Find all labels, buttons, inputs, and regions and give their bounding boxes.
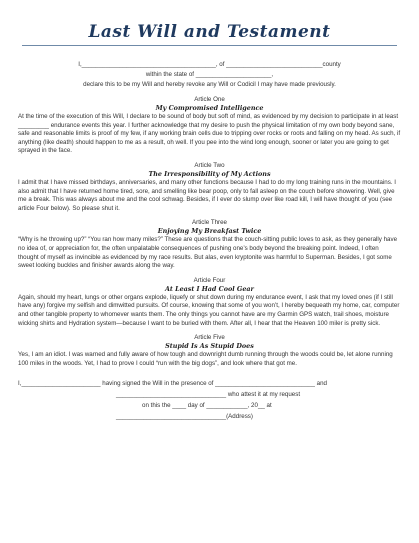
article-title: My Compromised Intelligence — [155, 104, 264, 112]
signature-line-3: on this the ____ day of ____________, 20__ at — [142, 402, 272, 410]
title-divider — [22, 45, 397, 46]
article-title: Enjoying My Breakfast Twice — [157, 227, 262, 236]
article-label: Article Four — [193, 276, 226, 284]
signature-line-2: ________________________________ who attest it at my request — [116, 391, 301, 399]
article-four — [18, 277, 401, 328]
article-two — [18, 162, 401, 213]
signature-line-4: ________________________________(Address) — [116, 413, 253, 421]
article-label: Article One — [194, 96, 225, 103]
document-title: Last Will and Testament — [88, 22, 331, 42]
article-five — [18, 334, 401, 368]
article-body: At the time of the execution of this Will, I declare to be sound of body but soft of mind, as evidenced by my decision to participate in at least _________ endurance events this year. I further acknowledge that my desire to push the physical limitation of my own body beyond sane, safe and reasonable limits is proof of my few, if any working brain cells due to tripping over rocks or roots and falling on my head. As such, if anything (like death) should happen to me as a result, oh well. If you pee into the wind long enough, sooner or later you are going to get sprayed in the face. — [18, 113, 401, 155]
article-label: Article Two — [194, 161, 225, 169]
signature-line-1: I,_______________________ having signed the Will in the presence of _____________________________ and — [18, 380, 327, 388]
declaration-line-3: declare this to be my Will and hereby revoke any Will or Codicil I may have made previously. — [83, 81, 336, 88]
signature-block — [18, 378, 401, 422]
article-body: I admit that I have missed birthdays, anniversaries, and many other functions because I had to do my long training runs in the mountains. I also admit that I have returned home tired, sore, and smelling like bear poop, only to fall asleep on the couch before showering. Well, give me a break. This was always about me and the cool schwag. Besides, if I ever do slump over like road kill, I will have thought of you (see article Four below). So please shut it. — [18, 178, 396, 212]
article-title: Stupid Is As Stupid Does — [165, 342, 254, 351]
declaration-line-2: within the state of ______________________, — [145, 71, 274, 78]
declaration — [18, 60, 401, 90]
declaration-line-1: I,_______________________________________, of ____________________________county — [78, 61, 341, 68]
article-body: Yes, I am an idiot. I was warned and fully aware of how tough and downright dumb running through the woods could be, let alone running 100 miles in the woods. Yet, I had to prove I could “run with the big dogs”, and look where that got me. — [18, 351, 393, 367]
article-title: At Least I Had Cool Gear — [165, 284, 254, 293]
article-title: The Irresponsibility of My Actions — [148, 169, 271, 178]
article-three — [18, 219, 401, 270]
article-body: Again, should my heart, lungs or other organs explode, liquefy or shut down during my endurance event, I ask that my loved ones (if I still have any) forgive my selfish and dimwitted pursuits. Of course, knowing that some of you won’t, I hereby bequeath my home, car, computer and other tangible property to whomever wants them. The only things you cannot have are my Garmin GPS watch, trail shoes, moisture wicking shirts and Hydration system—because I want to be buried with them. After all, I hear that the Heaven 100 miler is pretty sick. — [18, 293, 400, 327]
article-body: “Why is he throwing up?” “You ran how many miles?” These are questions that the couch-sitting public loves to ask, as they generally have no idea of, or appreciation for, the often unpalatable consequences of pushing one’s body beyond the breaking point. Indeed, I often thought of myself as invincible as evidenced by my race results. But alas, even kryptonite was harmful to Superman. Besides, I got some sweet looking buckles and finisher awards along the way. — [18, 236, 398, 270]
article-label: Article Three — [192, 219, 227, 227]
article-label: Article Five — [194, 334, 225, 342]
article-one — [18, 96, 401, 156]
